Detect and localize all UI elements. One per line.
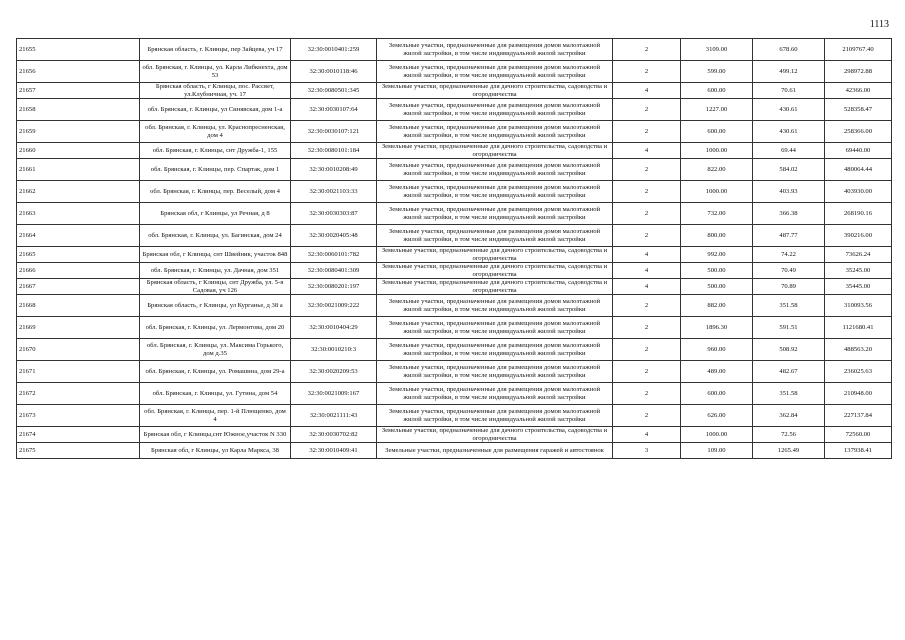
table-row (17, 61, 892, 83)
cadastral-value-cell: 69440.00 (825, 143, 892, 159)
row-number-cell: 21674 (17, 427, 140, 443)
row-number-cell: 21667 (17, 279, 140, 295)
category-cell: 2 (613, 383, 681, 405)
unit-value-cell: 72.56 (753, 427, 825, 443)
row-number-cell: 21673 (17, 405, 140, 427)
table-row (17, 247, 892, 263)
address-cell: обл. Брянская, г. Клинцы, ул. Максима Горького, дом д.35 (140, 339, 291, 361)
land-use-cell: Земельные участки, предназначенные для размещения домов малоэтажной жилой застройки, в том числе индивидуальной жилой застройки (377, 121, 613, 143)
row-number-cell: 21664 (17, 225, 140, 247)
unit-value-cell: 430.61 (753, 121, 825, 143)
table-row (17, 383, 892, 405)
area-cell: 500.00 (681, 263, 753, 279)
unit-value-cell: 1265.49 (753, 443, 825, 459)
cadastral-value-cell: 298972.88 (825, 61, 892, 83)
address-cell: обл. Брянская, г. Клинцы, пер. Веселый, дом 4 (140, 181, 291, 203)
address-cell: обл. Брянская, г. Клинцы, ул. Багинская, дом 24 (140, 225, 291, 247)
unit-value-cell: 69.44 (753, 143, 825, 159)
cadastral-number-cell: 32:30:0010210:3 (291, 339, 377, 361)
cadastral-number-cell: 32:30:0060101:782 (291, 247, 377, 263)
row-number-cell: 21670 (17, 339, 140, 361)
cadastral-number-cell: 32:30:0030107:64 (291, 99, 377, 121)
category-cell: 2 (613, 159, 681, 181)
row-number-cell: 21657 (17, 83, 140, 99)
cadastral-value-cell: 35445.00 (825, 279, 892, 295)
land-use-cell: Земельные участки, предназначенные для размещения домов малоэтажной жилой застройки, в том числе индивидуальной жилой застройки (377, 295, 613, 317)
row-number-cell: 21668 (17, 295, 140, 317)
cadastral-value-cell: 268190.16 (825, 203, 892, 225)
table-row (17, 203, 892, 225)
cadastral-number-cell: 32:30:0021103:33 (291, 181, 377, 203)
category-cell: 2 (613, 39, 681, 61)
cadastral-number-cell: 32:30:0021111:43 (291, 405, 377, 427)
address-cell: обл. Брянская, г. Клинцы, ул. Дачная, дом 351 (140, 263, 291, 279)
unit-value-cell: 482.67 (753, 361, 825, 383)
area-cell: 599.00 (681, 61, 753, 83)
row-number-cell: 21659 (17, 121, 140, 143)
unit-value-cell: 351.58 (753, 383, 825, 405)
table-row (17, 39, 892, 61)
row-number-cell: 21663 (17, 203, 140, 225)
cadastral-value-cell: 137938.41 (825, 443, 892, 459)
address-cell: Брянская обл, г Клинцы, снт Швейник, участок 848 (140, 247, 291, 263)
category-cell: 3 (613, 443, 681, 459)
area-cell: 3109.00 (681, 39, 753, 61)
row-number-cell: 21671 (17, 361, 140, 383)
unit-value-cell: 70.49 (753, 263, 825, 279)
land-use-cell: Земельные участки, предназначенные для размещения домов малоэтажной жилой застройки, в том числе индивидуальной жилой застройки (377, 317, 613, 339)
address-cell: Брянская область, г Клинцы, снт Дружба, ул. 5-я Садовая, уч 126 (140, 279, 291, 295)
cadastral-value-cell: 1121680.41 (825, 317, 892, 339)
land-use-cell: Земельные участки, предназначенные для дачного строительства, садоводства и огородничества (377, 279, 613, 295)
address-cell: обл. Брянская, г. Клинцы, ул. Лермонтова, дом 20 (140, 317, 291, 339)
land-use-cell: Земельные участки, предназначенные для размещения домов малоэтажной жилой застройки, в том числе индивидуальной жилой застройки (377, 339, 613, 361)
category-cell: 2 (613, 339, 681, 361)
cadastral-number-cell: 32:30:0010208:49 (291, 159, 377, 181)
unit-value-cell: 362.84 (753, 405, 825, 427)
unit-value-cell: 70.61 (753, 83, 825, 99)
category-cell: 2 (613, 225, 681, 247)
row-number-cell: 21666 (17, 263, 140, 279)
table-row (17, 317, 892, 339)
land-use-cell: Земельные участки, предназначенные для размещения домов малоэтажной жилой застройки, в том числе индивидуальной жилой застройки (377, 61, 613, 83)
land-use-cell: Земельные участки, предназначенные для размещения гаражей и автостоянок (377, 443, 613, 459)
category-cell: 2 (613, 317, 681, 339)
area-cell: 732.00 (681, 203, 753, 225)
land-use-cell: Земельные участки, предназначенные для размещения домов малоэтажной жилой застройки, в том числе индивидуальной жилой застройки (377, 405, 613, 427)
cadastral-value-cell: 73626.24 (825, 247, 892, 263)
land-use-cell: Земельные участки, предназначенные для размещения домов малоэтажной жилой застройки, в том числе индивидуальной жилой застройки (377, 361, 613, 383)
table-row (17, 361, 892, 383)
area-cell: 500.00 (681, 279, 753, 295)
row-number-cell: 21655 (17, 39, 140, 61)
category-cell: 2 (613, 121, 681, 143)
table-row (17, 295, 892, 317)
cadastral-value-cell: 480064.44 (825, 159, 892, 181)
row-number-cell: 21669 (17, 317, 140, 339)
unit-value-cell: 74.22 (753, 247, 825, 263)
address-cell: Брянская область, г Клинцы, пос. Рассвет, ул.Клубничная, уч. 17 (140, 83, 291, 99)
cadastral-value-cell: 258366.00 (825, 121, 892, 143)
area-cell: 960.00 (681, 339, 753, 361)
registry-body (17, 39, 892, 459)
address-cell: Брянская обл, г Клинцы, ул Карла Маркса, 38 (140, 443, 291, 459)
table-row (17, 405, 892, 427)
area-cell: 882.00 (681, 295, 753, 317)
area-cell: 1000.00 (681, 143, 753, 159)
unit-value-cell: 351.58 (753, 295, 825, 317)
cadastral-value-cell: 528358.47 (825, 99, 892, 121)
table-row (17, 99, 892, 121)
cadastral-value-cell: 488563.20 (825, 339, 892, 361)
cadastral-number-cell: 32:30:0021009:167 (291, 383, 377, 405)
cadastral-number-cell: 32:30:0010401:259 (291, 39, 377, 61)
cadastral-value-cell: 72560.00 (825, 427, 892, 443)
cadastral-number-cell: 32:30:0080101:184 (291, 143, 377, 159)
area-cell: 822.00 (681, 159, 753, 181)
table-row (17, 443, 892, 459)
table-row (17, 339, 892, 361)
address-cell: Брянская область, г. Клинцы, пер Зайцева, уч 17 (140, 39, 291, 61)
land-use-cell: Земельные участки, предназначенные для размещения домов малоэтажной жилой застройки, в том числе индивидуальной жилой застройки (377, 39, 613, 61)
category-cell: 4 (613, 247, 681, 263)
table-row (17, 159, 892, 181)
cadastral-number-cell: 32:30:0030303:87 (291, 203, 377, 225)
category-cell: 2 (613, 203, 681, 225)
cadastral-number-cell: 32:30:0080201:197 (291, 279, 377, 295)
row-number-cell: 21660 (17, 143, 140, 159)
cadastral-number-cell: 32:30:0021009:222 (291, 295, 377, 317)
land-use-cell: Земельные участки, предназначенные для размещения домов малоэтажной жилой застройки, в том числе индивидуальной жилой застройки (377, 225, 613, 247)
category-cell: 4 (613, 143, 681, 159)
area-cell: 109.00 (681, 443, 753, 459)
address-cell: обл. Брянская, г. Клинцы, ул. Ромашина, дом 29-а (140, 361, 291, 383)
cadastral-value-cell: 403930.00 (825, 181, 892, 203)
cadastral-number-cell: 32:30:0010404:29 (291, 317, 377, 339)
row-number-cell: 21656 (17, 61, 140, 83)
row-number-cell: 21661 (17, 159, 140, 181)
land-use-cell: Земельные участки, предназначенные для размещения домов малоэтажной жилой застройки, в том числе индивидуальной жилой застройки (377, 159, 613, 181)
page-number: 1113 (869, 19, 889, 30)
row-number-cell: 21672 (17, 383, 140, 405)
category-cell: 2 (613, 295, 681, 317)
unit-value-cell: 70.89 (753, 279, 825, 295)
area-cell: 626.00 (681, 405, 753, 427)
cadastral-number-cell: 32:30:0030107:121 (291, 121, 377, 143)
unit-value-cell: 430.61 (753, 99, 825, 121)
unit-value-cell: 591.51 (753, 317, 825, 339)
area-cell: 1000.00 (681, 181, 753, 203)
address-cell: обл. Брянская, г. Клинцы, пер. Спартак, дом 1 (140, 159, 291, 181)
address-cell: обл. Брянская, г. Клинцы, ул Синявская, дом 1-а (140, 99, 291, 121)
area-cell: 992.00 (681, 247, 753, 263)
cadastral-number-cell: 32:30:0020405:48 (291, 225, 377, 247)
area-cell: 489.00 (681, 361, 753, 383)
category-cell: 4 (613, 83, 681, 99)
cadastral-value-cell: 227137.84 (825, 405, 892, 427)
cadastral-number-cell: 32:30:0010409:41 (291, 443, 377, 459)
unit-value-cell: 487.77 (753, 225, 825, 247)
category-cell: 4 (613, 427, 681, 443)
row-number-cell: 21662 (17, 181, 140, 203)
land-use-cell: Земельные участки, предназначенные для дачного строительства, садоводства и огородничества (377, 83, 613, 99)
area-cell: 600.00 (681, 121, 753, 143)
area-cell: 600.00 (681, 83, 753, 99)
area-cell: 1000.00 (681, 427, 753, 443)
address-cell: обл. Брянская, г. Клинцы, ул. Гутина, дом 54 (140, 383, 291, 405)
land-use-cell: Земельные участки, предназначенные для дачного строительства, садоводства и огородничества (377, 427, 613, 443)
cadastral-value-cell: 42366.00 (825, 83, 892, 99)
land-use-cell: Земельные участки, предназначенные для размещения домов малоэтажной жилой застройки, в том числе индивидуальной жилой застройки (377, 181, 613, 203)
address-cell: обл. Брянская, г. Клинцы, снт Дружба-1, 155 (140, 143, 291, 159)
cadastral-value-cell: 210948.00 (825, 383, 892, 405)
land-use-cell: Земельные участки, предназначенные для дачного строительства, садоводства и огородничества (377, 263, 613, 279)
unit-value-cell: 508.92 (753, 339, 825, 361)
cadastral-value-cell: 390216.00 (825, 225, 892, 247)
cadastral-value-cell: 310093.56 (825, 295, 892, 317)
area-cell: 1896.30 (681, 317, 753, 339)
address-cell: Брянская область, г Клинцы, ул Курганье, д 38 а (140, 295, 291, 317)
table-row (17, 83, 892, 99)
land-use-cell: Земельные участки, предназначенные для дачного строительства, садоводства и огородничества (377, 247, 613, 263)
land-use-cell: Земельные участки, предназначенные для размещения домов малоэтажной жилой застройки, в том числе индивидуальной жилой застройки (377, 203, 613, 225)
category-cell: 2 (613, 99, 681, 121)
unit-value-cell: 678.60 (753, 39, 825, 61)
category-cell: 4 (613, 279, 681, 295)
address-cell: обл. Брянская, г. Клинцы, ул. Краснопресненская, дом 4 (140, 121, 291, 143)
land-use-cell: Земельные участки, предназначенные для дачного строительства, садоводства и огородничества (377, 143, 613, 159)
area-cell: 1227.00 (681, 99, 753, 121)
table-row (17, 263, 892, 279)
category-cell: 4 (613, 263, 681, 279)
cadastral-number-cell: 32:30:0080501:345 (291, 83, 377, 99)
cadastral-value-cell: 35245.00 (825, 263, 892, 279)
address-cell: обл. Брянская, г. Клинцы, ул. Карла Либкнехта, дом 53 (140, 61, 291, 83)
address-cell: обл. Брянская, г. Клинцы, пер. 1-й Плющенко, дом 4 (140, 405, 291, 427)
area-cell: 600.00 (681, 383, 753, 405)
cadastral-number-cell: 32:30:0020209:53 (291, 361, 377, 383)
table-row (17, 427, 892, 443)
table-row (17, 181, 892, 203)
land-use-cell: Земельные участки, предназначенные для размещения домов малоэтажной жилой застройки, в том числе индивидуальной жилой застройки (377, 99, 613, 121)
table-row (17, 143, 892, 159)
unit-value-cell: 403.93 (753, 181, 825, 203)
land-use-cell: Земельные участки, предназначенные для размещения домов малоэтажной жилой застройки, в том числе индивидуальной жилой застройки (377, 383, 613, 405)
category-cell: 2 (613, 405, 681, 427)
table-row (17, 279, 892, 295)
area-cell: 800.00 (681, 225, 753, 247)
table-row (17, 121, 892, 143)
unit-value-cell: 499.12 (753, 61, 825, 83)
row-number-cell: 21665 (17, 247, 140, 263)
category-cell: 2 (613, 61, 681, 83)
unit-value-cell: 366.38 (753, 203, 825, 225)
address-cell: Брянская обл, г Клинцы,снт Южное,участок N 330 (140, 427, 291, 443)
address-cell: Брянская обл, г Клинцы, ул Речная, д 8 (140, 203, 291, 225)
row-number-cell: 21675 (17, 443, 140, 459)
row-number-cell: 21658 (17, 99, 140, 121)
category-cell: 2 (613, 361, 681, 383)
cadastral-value-cell: 2109767.40 (825, 39, 892, 61)
cadastral-value-cell: 236025.63 (825, 361, 892, 383)
category-cell: 2 (613, 181, 681, 203)
land-registry-table (16, 38, 892, 459)
cadastral-number-cell: 32:30:0010118:46 (291, 61, 377, 83)
table-row (17, 225, 892, 247)
unit-value-cell: 584.02 (753, 159, 825, 181)
cadastral-number-cell: 32:30:0030702:82 (291, 427, 377, 443)
cadastral-number-cell: 32:30:0080401:309 (291, 263, 377, 279)
